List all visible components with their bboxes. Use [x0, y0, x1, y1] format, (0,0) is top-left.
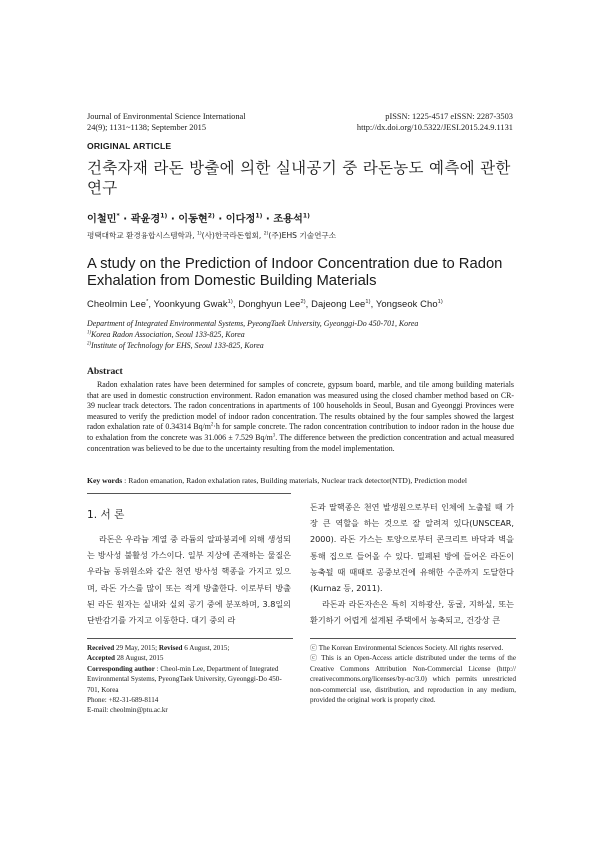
abstract-sup: 2 [210, 422, 214, 428]
author-separator: · [214, 214, 226, 225]
accepted-label: Accepted [87, 654, 115, 663]
affil-line-2 [87, 329, 527, 340]
intro-paragraph-right-1: 돈과 딸핵종은 천연 발생원으로부터 인체에 노출될 때 가장 큰 역할을 하는 것으로 잘 알려져 있다(UNSCEAR, 2000). 라돈 가스는 토양으로부터 콘크리트 바닥과 벽을 통해 집으로 들어올 수 있다. 밀폐된 방에 들어온 라돈이 농축될 때 때때로 공중보건에 유해한 수준까지 도달한다(Kurnaz 등, 2011). [310, 502, 514, 594]
affil-c: (주)EHS 기술연구소 [268, 231, 337, 240]
eng-author-4: Dajeong Lee [311, 298, 366, 309]
kor-author-5: 조용석 [273, 214, 303, 225]
accepted-line [87, 653, 293, 663]
author-mark: 1) [437, 298, 443, 305]
journal-header [87, 111, 246, 133]
author-separator: , [148, 298, 154, 309]
journal-name: Journal of Environmental Science International [87, 112, 246, 121]
affil-line-3 [87, 340, 527, 351]
license-footnote [310, 643, 516, 705]
kor-author-4: 이다정 [225, 214, 256, 225]
english-affiliations [87, 318, 527, 351]
journal-issue: 24(9); 1131~1138; September 2015 [87, 123, 207, 132]
author-separator: , [305, 298, 312, 309]
affil-mark: 2) [87, 341, 91, 347]
affil-mark: 2) [263, 231, 269, 237]
history-line [87, 643, 293, 653]
revised-label: Revised [158, 644, 183, 652]
corr-label: Corresponding author [87, 664, 155, 673]
corresponding-author [87, 664, 293, 695]
accepted-date: 28 August, 2015 [114, 654, 164, 663]
phone: Phone: +82-31-689-8114 [87, 696, 159, 705]
journal-identifiers [357, 111, 513, 133]
eng-author-1: Cheolmin Lee [87, 298, 147, 309]
section-heading: 1. 서 론 [87, 509, 125, 521]
affil-line-1: Department of Integrated Environmental Systems, PyeongTaek University, Gyeonggi-Do 450-701, Korea [87, 319, 419, 328]
author-mark: * [146, 298, 149, 305]
license-text: ⓒ This is an Open-Access article distributed under the terms of the Creative Commons Attribution Non-Commercial License (http:// creativecommons.org/licenses/by-nc/3.0) which permits unrestricted non-commercial use, distribution, and reproduction in any medium, provided the original work is properly cited. [310, 654, 516, 705]
eng-author-3: Donghyun Lee [238, 298, 301, 309]
abstract-body [87, 380, 514, 454]
keywords [87, 476, 514, 485]
intro-paragraph-left: 라돈은 우라늄 계열 중 라듐의 알파붕괴에 의해 생성되는 방사성 불활성 가스이다. 일부 지상에 존재하는 물질은 우라늄 동위원소와 같은 천연 방사성 핵종을 가지고 있으며, 라돈 가스를 많이 또는 적게 방출한다. 이로부터 방출된 라돈 원자는 실내와 실외 공기 중에 분포하며, 3.8일의 단반감기를 가지고 이동한다. 대기 중의 라 [87, 534, 291, 626]
abstract-heading: Abstract [87, 366, 123, 377]
author-mark: 1) [302, 212, 310, 220]
divider [87, 638, 293, 639]
intro-paragraph-right-2: 라돈과 라돈자손은 특히 지하광산, 동굴, 지하실, 또는 환기하기 어렵게 설계된 주택에서 농축되고, 건강상 큰 [310, 599, 514, 626]
author-separator: · [119, 214, 131, 225]
author-separator: , [370, 298, 376, 309]
author-mark: 1) [255, 212, 263, 220]
copyright-line: ⓒ The Korean Environmental Sciences Society. All rights reserved. [310, 644, 504, 652]
issn: pISSN: 1225-4517 eISSN: 2287-3503 [385, 112, 513, 121]
email-link[interactable]: E-mail: cheolmin@ptu.ac.kr [87, 706, 168, 715]
abstract-sup: 3 [272, 433, 276, 439]
author-mark: 1) [365, 298, 371, 305]
abstract-text-a: Radon exhalation rates have been determined for samples of concrete, gypsum board, marble, and tile among building materials that are used in domestic construction environment. Radon emanation was measured using the closed chamber method based on CR-39 nuclear track detectors. The radon concentrations in apartments of 100 households in Seoul, Busan and Gyeonggi Provinces were measured to verify the prediction model of indoor radon concentration. The results obtained by the four samples showed the largest radon exhalation rate of 0.34314 Bq/m [87, 380, 514, 432]
abstract-text-c: . The difference between the prediction concentration and actual measured concentration was believed to be due to the uncertainty resulting from the model implementation. [87, 432, 514, 453]
received-label: Received [87, 644, 115, 652]
author-mark: 2) [207, 212, 215, 220]
received-date: 29 May, 2015; [114, 644, 159, 652]
korean-title: 건축자재 라돈 방출에 의한 실내공기 중 라돈농도 예측에 관한 연구 [87, 159, 511, 197]
keywords-text: : Radon emanation, Radon exhalation rates, Building materials, Nuclear track detector(NTD), Prediction model [122, 476, 467, 485]
eng-author-2: Yoonkyung Gwak [153, 298, 228, 309]
author-separator: · [167, 214, 179, 225]
affil-text: Korea Radon Association, Seoul 133-825, Korea [90, 330, 245, 339]
abstract-text-b: ·h for sample concrete. The radon concentration contribution to indoor radon in the house due to exhalation from the concrete was 31.006 ± 7.529 Bq/m [87, 422, 514, 442]
kor-author-3: 이동현 [178, 214, 208, 225]
korean-affiliations [87, 230, 336, 241]
revised-date: 6 August, 2015; [182, 644, 230, 652]
affil-text: Institute of Technology for EHS, Seoul 133-825, Korea [90, 341, 264, 350]
doi-link[interactable]: http://dx.doi.org/10.5322/JESI.2015.24.9.1131 [356, 123, 513, 132]
corr-text: : Cheol-min Lee, Department of Integrated Environmental Systems, PyeongTaek University, Gyeonggi-Do 450-701, Korea [87, 664, 282, 694]
author-mark: * [116, 212, 120, 220]
article-type: ORIGINAL ARTICLE [87, 141, 172, 151]
affil-a: 평택대학교 환경융합시스템학과, [87, 231, 197, 240]
eng-author-5: Yongseok Cho [375, 298, 438, 309]
article-history-footnote [87, 643, 293, 716]
author-mark: 1) [160, 212, 168, 220]
affil-mark: 1) [196, 231, 202, 237]
affil-mark: 1) [87, 330, 91, 336]
kor-author-2: 곽윤경 [130, 214, 161, 225]
english-authors [87, 298, 443, 309]
english-title: A study on the Prediction of Indoor Concentration due to Radon Exhalation from Domestic Building Materials [87, 256, 503, 289]
author-separator: · [262, 214, 274, 225]
affil-b: (사)한국라돈협회, [201, 231, 264, 240]
author-mark: 2) [300, 298, 306, 305]
author-mark: 1) [227, 298, 233, 305]
divider [310, 638, 516, 639]
korean-authors [87, 210, 310, 225]
divider [87, 493, 291, 494]
kor-author-1: 이철민 [87, 214, 117, 225]
keywords-label: Key words [87, 476, 123, 485]
author-separator: , [232, 298, 239, 309]
